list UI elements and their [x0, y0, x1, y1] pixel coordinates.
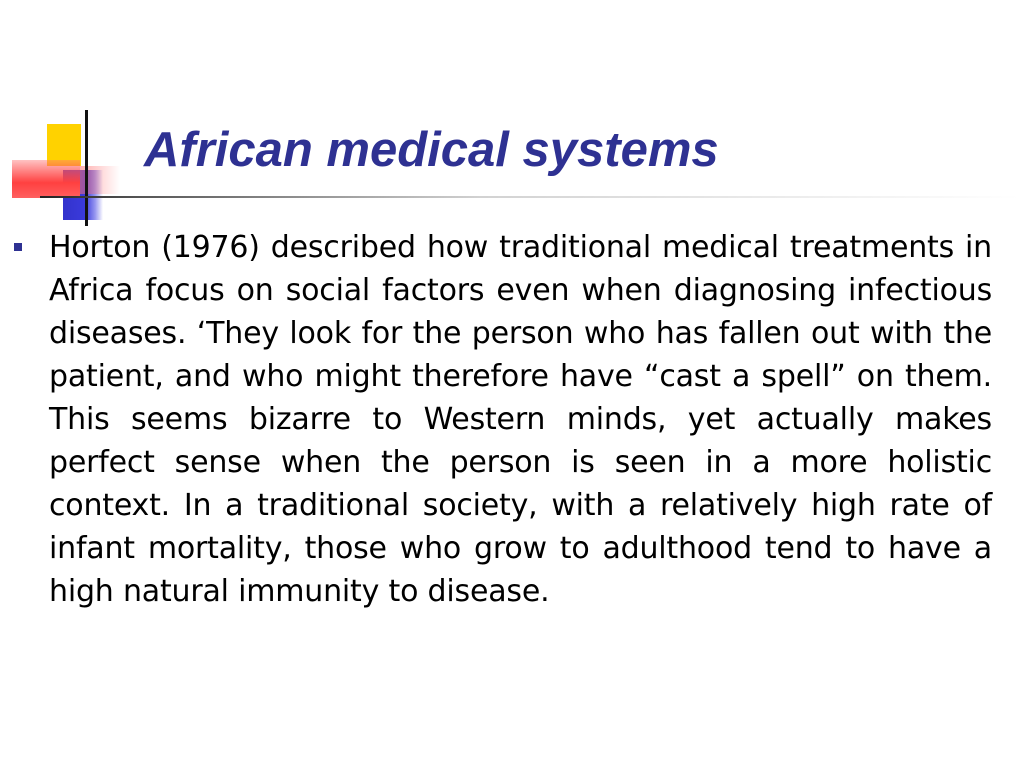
slide-title: African medical systems: [144, 123, 719, 177]
logo-vertical-line: [85, 110, 88, 226]
bullet-list: [14, 226, 992, 613]
bullet-item: [14, 226, 992, 613]
bullet-text: Horton (1976) described how traditional medical treatments in Africa focus on social factors even when diagnosing infectious diseases. ‘They look for the person who has fallen out with the patient, and who might therefore have “cast a spell” on them. This seems bizarre to Western minds, yet actually makes perfect sense when the person is seen in a more holistic context. In a traditional society, with a relatively high rate of infant mortality, those who grow to adulthood tend to have a high natural immunity to disease.: [49, 230, 992, 609]
square-bullet-icon: [14, 243, 22, 251]
title-divider-line: [40, 196, 1020, 198]
logo-red-bar: [12, 160, 80, 198]
